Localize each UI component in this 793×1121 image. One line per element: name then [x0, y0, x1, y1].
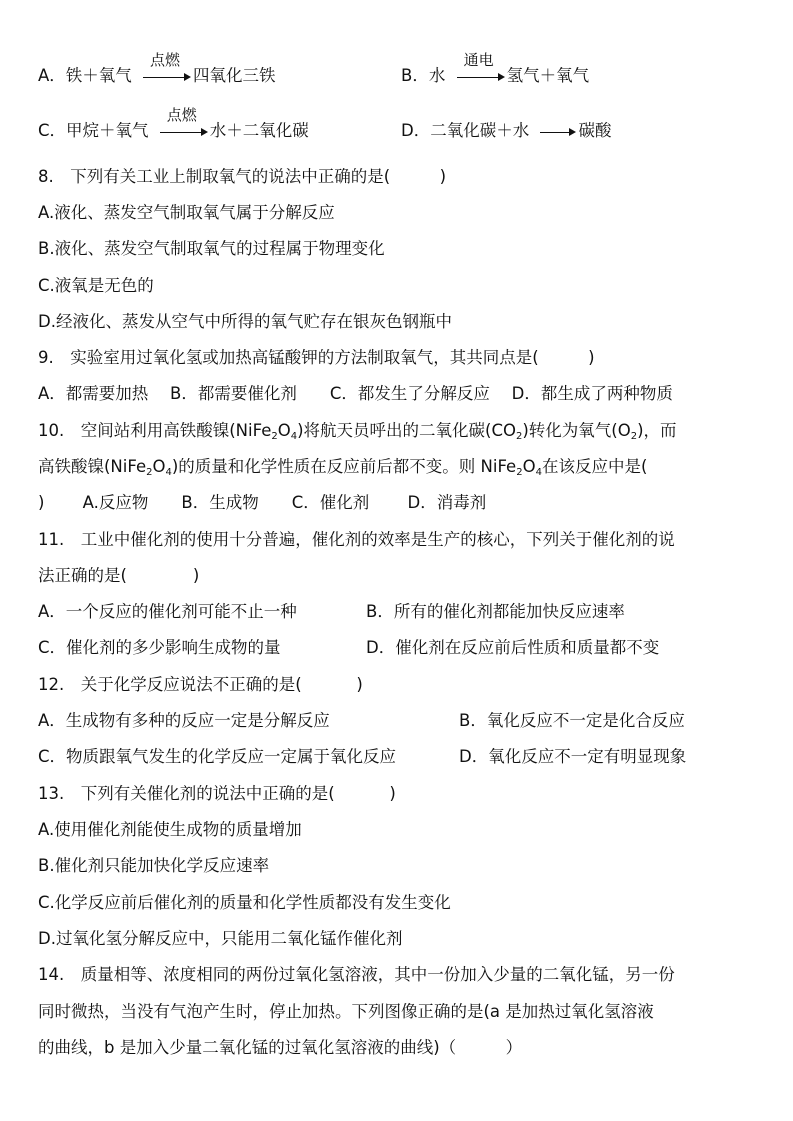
- q10-line-3: ) A.反应物 B．生成物 C．催化剂 D．消毒剂: [38, 493, 487, 512]
- reaction-arrow: [139, 51, 191, 86]
- reaction-condition: 通电: [463, 51, 494, 69]
- q8-option-b: B.液化、蒸发空气制取氧气的过程属于物理变化: [38, 239, 385, 258]
- q13-option-d: D.过氧化氢分解反应中，只能用二氧化锰作催化剂: [38, 929, 403, 948]
- q10-line-2: 高铁酸镍$(NiFe_2O_4)$的质量和化学性质在反应前后都不变。则 $NiFe_2O_4$在该反应中是(: [38, 457, 648, 478]
- q9-options: A．都需要加热 B．都需要催化剂 C．都发生了分解反应 D．都生成了两种物质: [38, 384, 673, 403]
- q7-option-b: B．水 通电 氢气＋氧气: [401, 51, 590, 85]
- q8-option-c: C.液氧是无色的: [38, 276, 154, 295]
- q12-option-b: B．氧化反应不一定是化合反应: [459, 711, 685, 730]
- q12-option-a: A．生成物有多种的反应一定是分解反应: [38, 711, 330, 730]
- q12-stem: 12. 关于化学反应说法不正确的是( ): [38, 675, 363, 694]
- q7-option-c: C．甲烷＋氧气 点燃 水＋二氧化碳: [38, 106, 309, 140]
- q11-stem-2: 法正确的是( ): [38, 566, 200, 585]
- reaction-condition: 点燃: [150, 51, 181, 69]
- q13-option-c: C.化学反应前后催化剂的质量和化学性质都没有发生变化: [38, 893, 451, 912]
- q7-option-d: D．二氧化碳＋水 碳酸: [401, 121, 612, 140]
- q14-line-1: 14. 质量相等、浓度相同的两份过氧化氢溶液，其中一份加入少量的二氧化锰，另一份: [38, 965, 675, 984]
- q14-line-3: 的曲线，b 是加入少量二氧化锰的过氧化氢溶液的曲线)（ ）: [38, 1038, 523, 1057]
- q11-option-b: B．所有的催化剂都能加快反应速率: [366, 602, 625, 621]
- q8-option-d: D.经液化、蒸发从空气中所得的氧气贮存在银灰色钢瓶中: [38, 312, 452, 331]
- q12-option-d: D．氧化反应不一定有明显现象: [459, 747, 687, 766]
- q9-stem: 9. 实验室用过氧化氢或加热高锰酸钾的方法制取氧气，其共同点是( ): [38, 348, 595, 367]
- q13-option-a: A.使用催化剂能使生成物的质量增加: [38, 820, 302, 839]
- reaction-arrow: [156, 106, 208, 141]
- q12-option-c: C．物质跟氧气发生的化学反应一定属于氧化反应: [38, 747, 397, 766]
- q8-option-a: A.液化、蒸发空气制取氧气属于分解反应: [38, 203, 335, 222]
- q11-option-d: D．催化剂在反应前后性质和质量都不变: [366, 638, 660, 657]
- q11-stem-1: 11. 工业中催化剂的使用十分普遍，催化剂的效率是生产的核心，下列关于催化剂的说: [38, 530, 675, 549]
- q13-stem: 13. 下列有关催化剂的说法中正确的是( ): [38, 784, 396, 803]
- q7-option-a: A．铁＋氧气 点燃 四氧化三铁: [38, 51, 276, 85]
- q10-line-1: 10. 空间站利用高铁酸镍$(NiFe_2O_4)$将航天员呼出的二氧化碳$(CO_2)$转化为氧气$(O_2)$，而: [38, 421, 677, 442]
- q11-option-c: C．催化剂的多少影响生成物的量: [38, 638, 281, 657]
- q11-option-a: A．一个反应的催化剂可能不止一种: [38, 602, 297, 621]
- reaction-condition: 点燃: [166, 106, 197, 124]
- q14-line-2: 同时微热，当没有气泡产生时，停止加热。下列图像正确的是(a 是加热过氧化氢溶液: [38, 1002, 654, 1021]
- q8-stem: 8. 下列有关工业上制取氧气的说法中正确的是( ): [38, 167, 447, 186]
- reaction-arrow: [453, 51, 505, 86]
- q13-option-b: B.催化剂只能加快化学反应速率: [38, 856, 270, 875]
- reaction-arrow: [536, 121, 576, 141]
